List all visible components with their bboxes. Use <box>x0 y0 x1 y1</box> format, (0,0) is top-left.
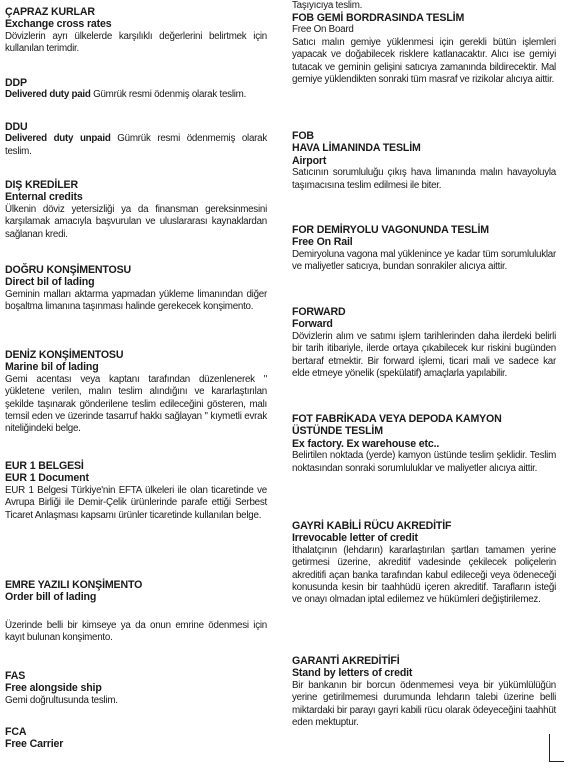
entry-english-term: Free alongside ship <box>5 682 102 695</box>
entry-eur1-belgesi <box>5 460 267 522</box>
entry-definition: Geminin malları aktarma yapmadan yükleme limanından diğer boşaltma limanına taşınması halinde gerekecek konşimento. <box>5 288 267 313</box>
entry-definition: Gümrük resmi ödenmemiş olarak teslim. <box>5 133 268 157</box>
entry-definition: Dövizlerin ayrı ülkelerde karşılıklı değerlerini belirtmek için kullanılan terimdir. <box>5 30 267 55</box>
entry-definition: Bir bankanın bir borcun ödenmemesi veya bir yükümlülüğün yerine getirilmemesi durumunda lehdarın talebi üzerine belli miktardaki bir parayı gayri kabili rücu olarak ödeyeceğini taahhüt eden mektuptur. <box>292 679 556 729</box>
entry-definition: Taşıyıcıya teslim. <box>292 0 363 11</box>
entry-english-term: Ex factory. Ex warehouse etc.. <box>292 437 440 450</box>
entry-english-term: Free Carrier <box>5 738 64 751</box>
entry-definition: Dövizlerin alım ve satımı işlem tarihlerinden daha ilerdeki belirli bir tarih itibariyle, ilerde ortaya çıkabilecek kur riskini bugünden bertaraf etmektir. Bir forward işlemi, ticari mali ve sadece kar elde etmeye yönelik (spekülatif) amaçlarla yapılabilir. <box>292 330 556 380</box>
entry-term: FOR DEMİRYOLU VAGONUNDA TESLİM <box>292 224 489 236</box>
entry-definition-line <box>5 133 267 158</box>
entry-fob-hava <box>292 130 556 192</box>
entry-english-term: Order bill of lading <box>5 591 97 604</box>
entry-definition: Gemi doğrultusunda teslim. <box>5 694 118 706</box>
entry-term-line2: HAVA LİMANINDA TESLİM <box>292 142 421 155</box>
entry-english-term: Exchange cross rates <box>5 18 112 31</box>
entry-english-term: EUR 1 Document <box>5 472 89 485</box>
entry-term: GAYRİ KABİLİ RÜCU AKREDİTİF <box>292 520 452 532</box>
entry-english-term: Forward <box>292 318 333 331</box>
entry-definition: Üzerinde belli bir kimseye ya da onun emrine ödenmesi için kayıt bulunan konşimento. <box>5 619 267 644</box>
entry-term: DIŞ KREDİLER <box>5 179 78 191</box>
entry-english-term: Direct bil of lading <box>5 276 95 289</box>
entry-deniz-konsimentosu <box>5 349 267 436</box>
entry-term: EMRE YAZILI KONŞİMENTO <box>5 579 143 591</box>
entry-english-term: Free On Board <box>292 24 354 36</box>
entry-term: FOB <box>292 130 314 142</box>
entry-definition: EUR 1 Belgesi Türkiye'nin EFTA ülkeleri ile olan ticaretinde ve Avrupa Birliği ile Demir-Çelik ürünlerinde parafe ettiği Serbest Ticaret Anlaşması kapsamı ürünler ticaretinde kullanılan belge. <box>5 484 267 521</box>
entry-term: FAS <box>5 670 26 682</box>
entry-forward <box>292 306 556 380</box>
entry-fob-gemi <box>292 12 556 86</box>
entry-term: FOT FABRİKADA VEYA DEPODA KAMYON <box>292 413 502 425</box>
entry-term: EUR 1 BELGESİ <box>5 460 84 472</box>
entry-for-demiryolu <box>292 224 556 274</box>
entry-english-term: Airport <box>292 154 327 167</box>
page-corner-mark <box>549 734 564 762</box>
entry-term: FORWARD <box>292 306 346 318</box>
entry-term: GARANTİ AKREDİTİFİ <box>292 655 400 667</box>
entry-fca <box>5 726 267 751</box>
entry-ddu <box>5 121 267 158</box>
entry-definition-line <box>5 89 267 101</box>
entry-definition: İthalatçının (lehdarın) kararlaştırılan şartları tamamen yerine getirmesi üzerine, akreditif vadesinde çekilecek poliçelerin akreditifi açan banka tarafından kabul edileceği veya ödeneceği konusunda kesin bir taahhüdü içeren akreditif. Tarafların isteği ve onayı olmadan iptal edilemez ve hükümleri değiştirilemez. <box>292 544 556 606</box>
entry-english-term: Delivered duty paid <box>5 89 91 101</box>
entry-gayri-kabili-rucu <box>292 520 556 607</box>
entry-dogru-konsimentosu <box>5 264 267 314</box>
entry-term: DENİZ KONŞİMENTOSU <box>5 349 124 361</box>
entry-dis-krediler <box>5 179 267 241</box>
entry-ddp <box>5 77 267 102</box>
entry-term: DOĞRU KONŞİMENTOSU <box>5 264 132 276</box>
entry-fas <box>5 670 267 707</box>
entry-term: FOB GEMİ BORDRASINDA TESLİM <box>292 12 465 24</box>
entry-definition: Belirtilen noktada (yerde) kamyon üstünde teslim şeklidir. Teslim noktasından sonraki sorumluluklar ve maliyetler alıcıya aittir. <box>292 450 556 474</box>
entry-english-term: Delivered duty unpaid <box>5 133 111 145</box>
entry-term: ÇAPRAZ KURLAR <box>5 6 95 18</box>
entry-fca-continued <box>292 0 556 12</box>
entry-term-line2: ÜSTÜNDE TESLİM <box>292 425 383 438</box>
entry-fot <box>292 413 556 475</box>
entry-capraz-kurlar <box>5 6 267 56</box>
entry-definition: Demiryoluna vagona mal yüklenince ye kadar tüm sorumluluklar ve maliyetler satıcıya, bundan sonrakiler alıcıya aittir. <box>292 248 556 273</box>
entry-english-term: Stand by letters of credit <box>292 667 413 680</box>
entry-definition: Gemi acentası veya kaptanı tarafından düzenlenerek " yükletene verilen, malın teslim alındığını ve kararlaştırılan şekilde taşınarak gönderilene teslim edileceğini gösteren, malı temsil eden ve üzerinde tasarruf hakkı sağlayan " kıymetli evrak niteliğindeki belge. <box>5 373 267 435</box>
entry-english-term: Enternal credits <box>5 191 83 204</box>
entry-garanti-akreditifi <box>292 655 556 729</box>
entry-english-term: Irrevocable letter of credit <box>292 532 418 545</box>
entry-term: DDU <box>5 121 28 133</box>
entry-english-term: Marine bil of lading <box>5 361 99 374</box>
entry-term: FCA <box>5 726 27 738</box>
entry-definition: Satıcı malın gemiye yüklenmesi için gerekli bütün işlemleri yapacak ve doğabilecek risklere katlanacaktır. Alıcı ise gemiyi tutacak ve geminin gelişini satıcıya zamanında bildirecektir. Mal gemiye yüklendikten sonraki tüm masraf ve rizikolar alıcıya aittir. <box>292 36 556 86</box>
entry-definition: Gümrük resmi ödenmiş olarak teslim. <box>93 89 247 101</box>
entry-emre-yazili-konsimento <box>5 579 267 645</box>
entry-definition: Ülkenin döviz yetersizliği ya da finansman gereksinmesini karşılamak amacıyla başvurulan ve uluslararası kaynaklardan sağlanan kredi. <box>5 203 267 240</box>
entry-definition: Satıcının sorumluluğu çıkış hava limanında malın havayoluyla taşımacısına teslim edilmesi ile biter. <box>292 167 556 191</box>
entry-english-term: Free On Rail <box>292 236 353 249</box>
entry-term: DDP <box>5 77 27 89</box>
